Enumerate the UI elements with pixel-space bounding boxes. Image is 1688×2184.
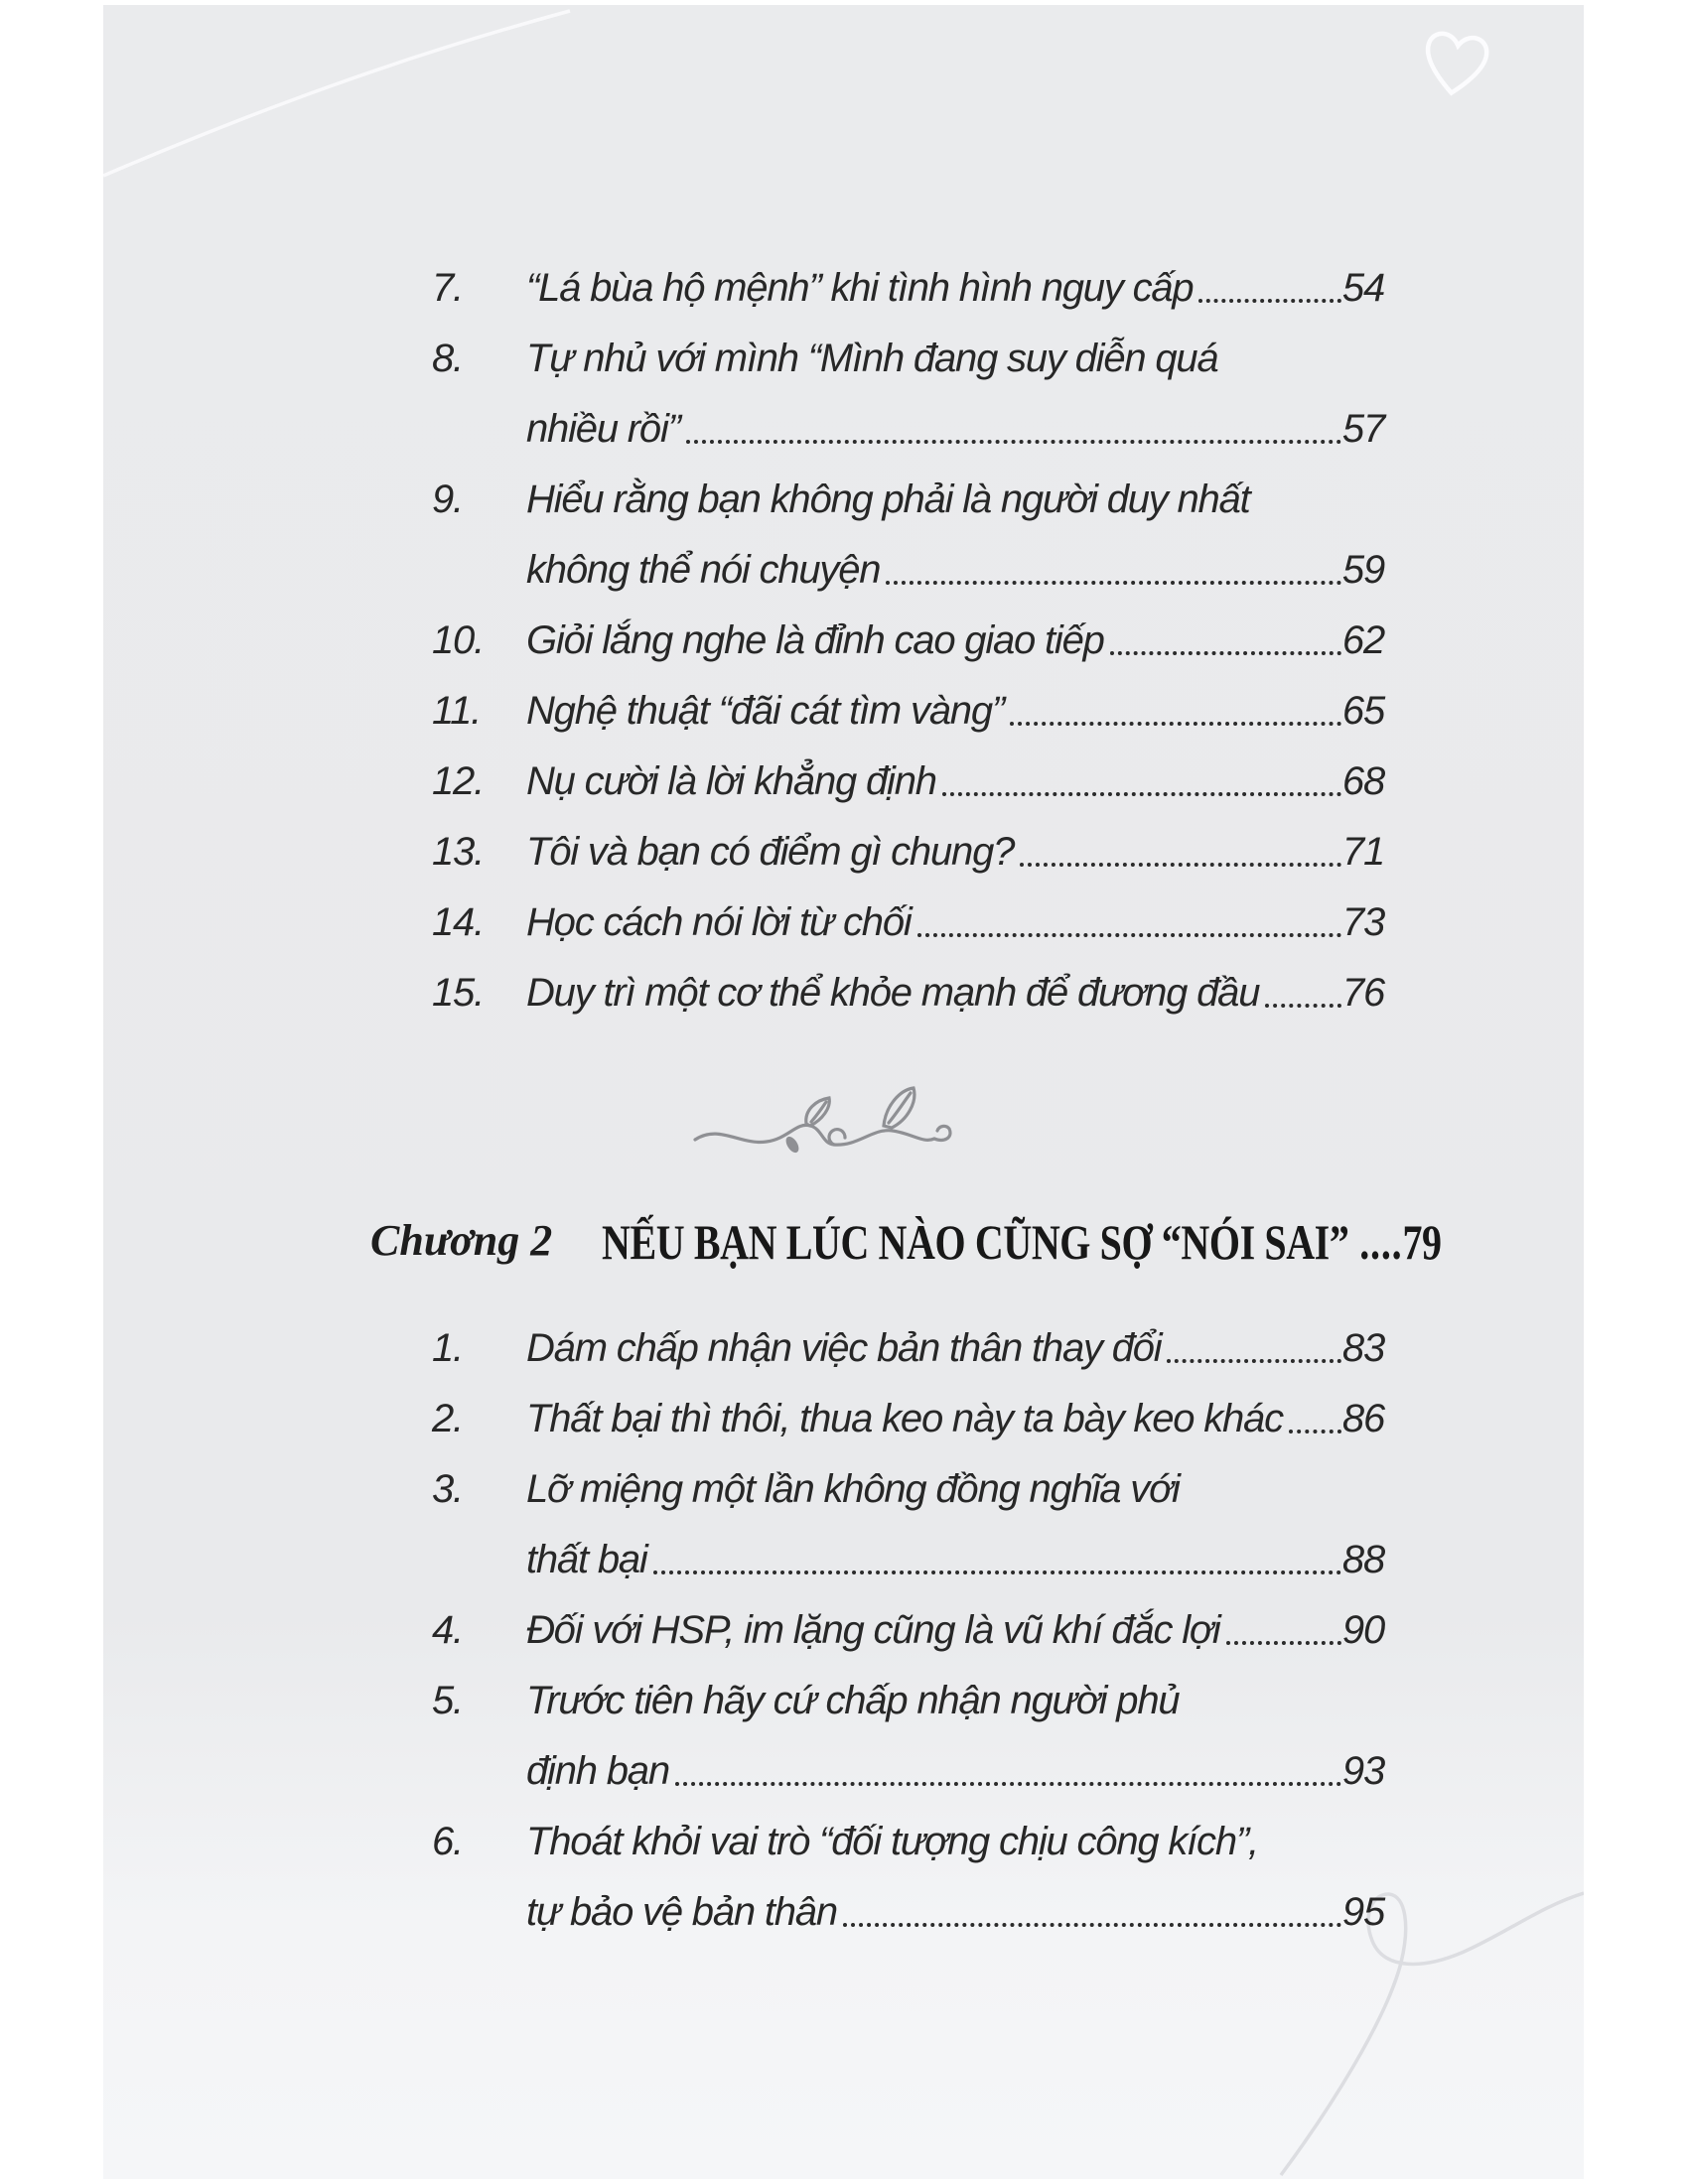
toc-item-last-line	[526, 1595, 1384, 1666]
toc-item-body	[526, 747, 1384, 817]
toc-item-last-line	[526, 1525, 1384, 1595]
toc-item-title: tự bảo vệ bản thân	[526, 1890, 837, 1934]
toc-item-number: 9.	[432, 478, 463, 521]
leaf-flourish-icon	[689, 1082, 957, 1166]
toc-section-2	[432, 1313, 1384, 1948]
toc-item-body	[526, 1384, 1384, 1454]
toc-item-body	[526, 465, 1384, 606]
toc-item-number: 6.	[432, 1820, 463, 1863]
toc-item-text-line: Trước tiên hãy cứ chấp nhận người phủ	[526, 1679, 1180, 1722]
dot-leader	[917, 933, 1341, 937]
toc-item	[432, 1454, 1384, 1595]
toc-item-last-line	[526, 958, 1384, 1028]
toc-item-number: 15.	[432, 971, 485, 1015]
toc-item-title: Nghệ thuật “đãi cát tìm vàng”	[526, 689, 1005, 733]
toc-item-body	[526, 887, 1384, 958]
page-number: 83	[1341, 1326, 1384, 1370]
toc-item	[432, 747, 1384, 817]
toc-item-body	[526, 253, 1384, 324]
chapter-dot-leader: ....	[1348, 1214, 1403, 1270]
toc-item-last-line	[526, 606, 1384, 676]
toc-item-number: 10.	[432, 618, 485, 662]
toc-item-body	[526, 606, 1384, 676]
toc-item-body	[526, 1454, 1384, 1595]
toc-item	[432, 606, 1384, 676]
toc-item	[432, 1666, 1384, 1807]
toc-item-last-line	[526, 887, 1384, 958]
toc-item-number: 8.	[432, 337, 463, 380]
page-number: 86	[1341, 1397, 1384, 1440]
toc-item-last-line	[526, 676, 1384, 747]
toc-item-title: không thể nói chuyện	[526, 548, 881, 592]
toc-item-text-line: Lỡ miệng một lần không đồng nghĩa với	[526, 1467, 1180, 1511]
toc-item-number: 11.	[432, 689, 482, 733]
arc-line-icon	[103, 5, 600, 194]
dot-leader	[1020, 863, 1341, 867]
toc-item-title: “Lá bùa hộ mệnh” khi tình hình nguy cấp	[526, 266, 1194, 310]
toc-item	[432, 253, 1384, 324]
toc-item-text-line: Hiểu rằng bạn không phải là người duy nhất	[526, 478, 1250, 521]
toc-item	[432, 1595, 1384, 1666]
chapter-title	[602, 1213, 1442, 1271]
dot-leader	[675, 1782, 1341, 1786]
toc-item-number: 5.	[432, 1679, 463, 1722]
toc-item-title: Duy trì một cơ thể khỏe mạnh để đương đầu	[526, 971, 1260, 1015]
toc-item-number: 1.	[432, 1326, 463, 1370]
dot-leader	[886, 581, 1341, 585]
toc-item-title: thất bại	[526, 1538, 647, 1581]
toc-item-number: 4.	[432, 1608, 463, 1652]
toc-item	[432, 887, 1384, 958]
toc-item-title: Tôi và bạn có điểm gì chung?	[526, 830, 1015, 874]
toc-item	[432, 958, 1384, 1028]
page-number: 71	[1341, 830, 1384, 874]
toc-item-last-line	[526, 1736, 1384, 1807]
toc-item-body	[526, 1807, 1384, 1948]
toc-item-last-line	[526, 1384, 1384, 1454]
page-number: 65	[1341, 689, 1384, 733]
dot-leader	[843, 1923, 1341, 1927]
toc-item-text-line: Thoát khỏi vai trò “đối tượng chịu công kích”,	[526, 1820, 1258, 1863]
toc-item-title: Giỏi lắng nghe là đỉnh cao giao tiếp	[526, 618, 1104, 662]
toc-item-body	[526, 676, 1384, 747]
page-number: 59	[1341, 548, 1384, 592]
toc-item	[432, 1384, 1384, 1454]
toc-item-title: Học cách nói lời từ chối	[526, 900, 912, 944]
toc-section-1	[432, 253, 1384, 1028]
dot-leader	[1110, 651, 1341, 655]
page-number: 88	[1341, 1538, 1384, 1581]
toc-item-body	[526, 1595, 1384, 1666]
page-number: 57	[1341, 407, 1384, 451]
toc-item-last-line	[526, 394, 1384, 465]
toc-item-text-line: Tự nhủ với mình “Mình đang suy diễn quá	[526, 337, 1218, 380]
toc-item-title: Nụ cười là lời khẳng định	[526, 759, 936, 803]
chapter-title-text: NẾU BẠN LÚC NÀO CŨNG SỢ “NÓI SAI”	[602, 1214, 1349, 1270]
toc-item-title: Dám chấp nhận việc bản thân thay đổi	[526, 1326, 1162, 1370]
toc-item-number: 7.	[432, 266, 463, 310]
toc-item-body	[526, 958, 1384, 1028]
toc-item	[432, 465, 1384, 606]
page-number: 68	[1341, 759, 1384, 803]
toc-item-number: 3.	[432, 1467, 463, 1511]
toc-item-title: định bạn	[526, 1749, 669, 1793]
toc-item-number: 12.	[432, 759, 485, 803]
dot-leader	[1265, 1004, 1341, 1008]
toc-item	[432, 1313, 1384, 1384]
toc-item	[432, 676, 1384, 747]
toc-item-last-line	[526, 747, 1384, 817]
toc-item-last-line	[526, 253, 1384, 324]
toc-item-title: Thất bại thì thôi, thua keo này ta bày keo khác	[526, 1397, 1283, 1440]
toc-item-last-line	[526, 535, 1384, 606]
page-number: 76	[1341, 971, 1384, 1015]
toc-item-body	[526, 324, 1384, 465]
toc-item-last-line	[526, 1877, 1384, 1948]
toc-item-body	[526, 1666, 1384, 1807]
toc-item-title: nhiều rồi”	[526, 407, 680, 451]
heart-icon	[1416, 23, 1495, 102]
page-number: 62	[1341, 618, 1384, 662]
toc-item	[432, 1807, 1384, 1948]
dot-leader	[653, 1570, 1341, 1574]
book-page	[103, 5, 1584, 2179]
page-number: 73	[1341, 900, 1384, 944]
toc-item	[432, 817, 1384, 887]
dot-leader	[1010, 722, 1341, 726]
toc-item	[432, 324, 1384, 465]
chapter-page-number: 79	[1402, 1214, 1442, 1270]
dot-leader	[686, 440, 1341, 444]
chapter-heading	[343, 1192, 1584, 1292]
dot-leader	[1167, 1359, 1340, 1363]
page-number: 95	[1341, 1890, 1384, 1934]
dot-leader	[942, 792, 1341, 796]
toc-item-last-line	[526, 1313, 1384, 1384]
toc-item-last-line	[526, 817, 1384, 887]
toc-item-body	[526, 1313, 1384, 1384]
page-number: 90	[1341, 1608, 1384, 1652]
dot-leader	[1226, 1641, 1341, 1645]
toc-item-number: 13.	[432, 830, 485, 874]
page-number: 93	[1341, 1749, 1384, 1793]
chapter-label-badge: Chương 2	[343, 1209, 586, 1276]
toc-item-number: 2.	[432, 1397, 463, 1440]
dot-leader	[1198, 299, 1340, 303]
toc-item-title: Đối với HSP, im lặng cũng là vũ khí đắc lợi	[526, 1608, 1220, 1652]
dot-leader	[1289, 1430, 1341, 1433]
page-number: 54	[1341, 266, 1384, 310]
toc-item-body	[526, 817, 1384, 887]
toc-item-number: 14.	[432, 900, 485, 944]
